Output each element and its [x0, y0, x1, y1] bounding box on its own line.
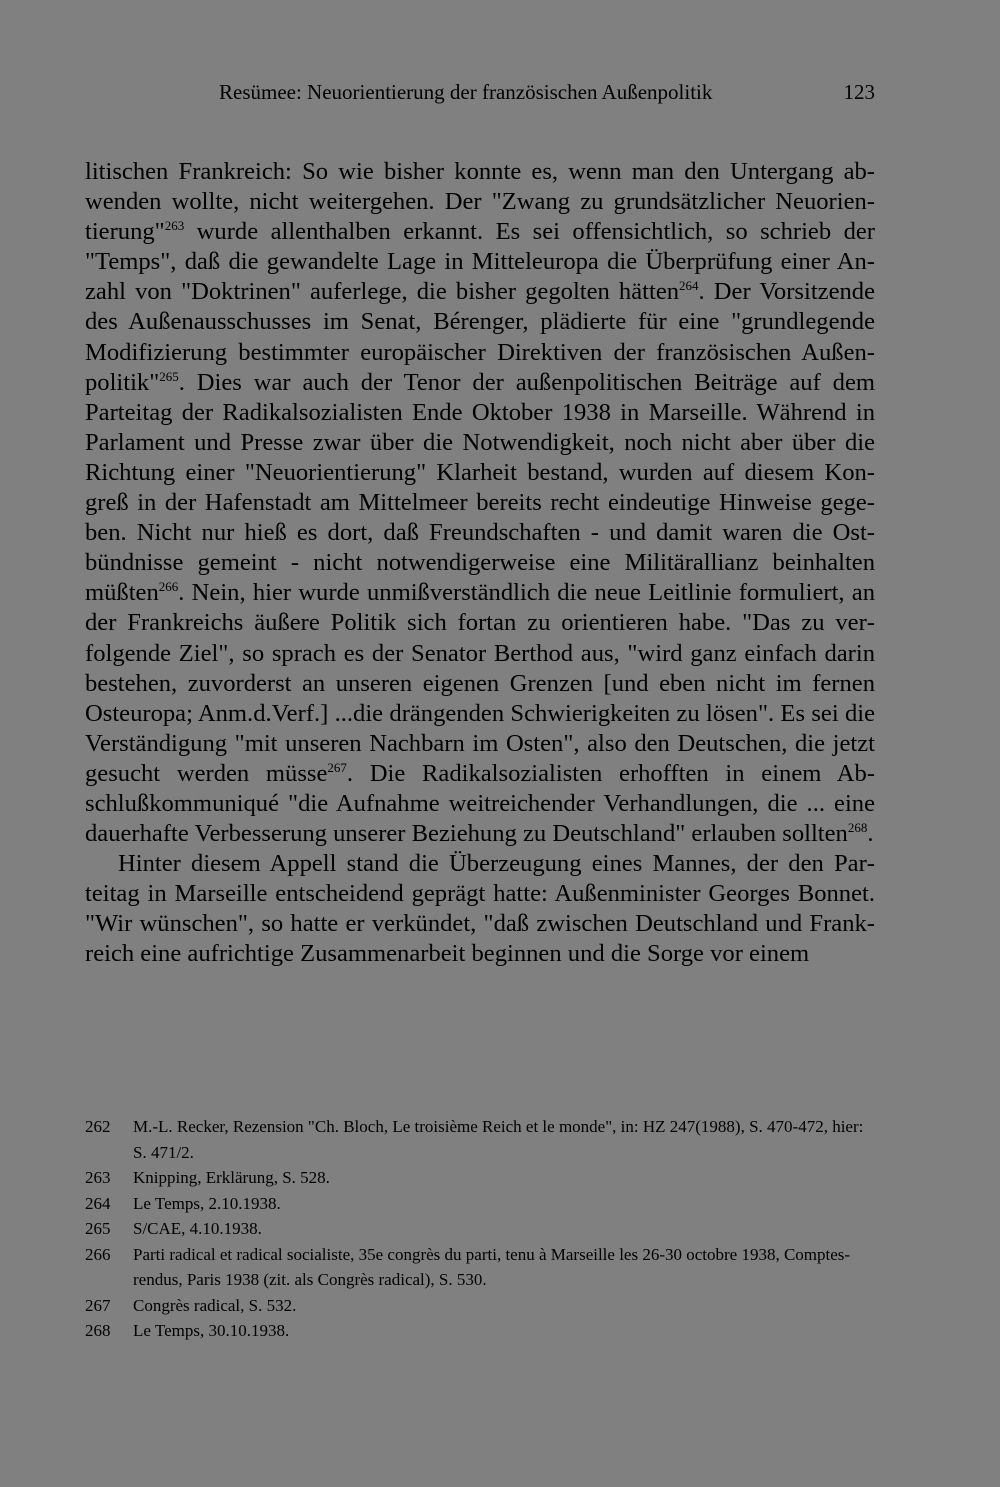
paragraph-1 [85, 157, 875, 849]
footnote-number: 262 [85, 1117, 111, 1136]
page-header [0, 80, 1000, 110]
footnote-ref-267: 267 [327, 759, 347, 775]
text-span: . Nein, hier wurde unmißverständlich die neue Leitlinie formuliert, an der Frankreichs äußere Politik sich fortan zu orientieren habe. "Das zu verfolgende Ziel", so sprach es der Senator Berthod aus, "wird ganz einfach darin bestehen, zuvorderst an unseren eigenen Grenzen [und eben nicht im fernen Osteuropa; Anm.d.Verf.] ...die drängenden Schwierigkeiten zu lösen". Es sei die Verständigung "mit unseren Nachbarn im Osten", also den Deutschen, die jetzt gesucht werden müsse [85, 579, 875, 787]
body-text [85, 157, 875, 970]
footnote-ref-266: 266 [158, 579, 179, 595]
footnote-text: Congrès radical, S. 532. [133, 1295, 297, 1315]
footnote-268 [85, 1318, 875, 1344]
text-span: . Dies war auch der Tenor der außenpolitischen Beiträge auf dem Parteitag der Radikalsozialisten Ende Oktober 1938 in Marseille. Während in Parlament und Presse zwar über die Notwendigkeit, noch nicht aber über die Richtung einer "Neuorientierung" Klarheit bestand, wurden auf diesem Kongreß in der Hafenstadt am Mittelmeer bereits recht eindeutige Hinweise gegeben. Nicht nur hieß es dort, daß Freundschaften - und damit waren die Ostbündnisse gemeint - nicht notwendigerweise eine Militärallianz beinhalten müßten [85, 368, 875, 607]
footnote-ref-264: 264 [679, 278, 699, 294]
footnote-ref-263: 263 [164, 218, 185, 233]
running-title: Resümee: Neuorientierung der französischen Außenpolitik [219, 80, 713, 104]
footnote-265 [85, 1216, 875, 1242]
footnote-number: 264 [85, 1193, 111, 1213]
footnote-264 [85, 1191, 875, 1217]
page-number: 123 [843, 80, 875, 104]
footnote-number: 266 [85, 1244, 111, 1264]
footnote-text: Parti radical et radical socialiste, 35e congrès du parti, tenu à Marseille les 26-30 octobre 1938, Comptes-rendus, Paris 1938 (zit. als Congrès radical), S. 530. [133, 1244, 851, 1289]
footnote-number: 267 [85, 1295, 111, 1315]
paragraph-2: Hinter diesem Appell stand die Überzeugung eines Mannes, der den Parteitag in Marseille entscheidend geprägt hatte: Außenminister Georges Bonnet. "Wir wünschen", so hatte er verkündet, "daß zwischen Deutschland und Frankreich eine aufrichtige Zusammenarbeit beginnen und die Sorge vor einem [85, 850, 875, 968]
footnote-text: M.-L. Recker, Rezension "Ch. Bloch, Le troisième Reich et le monde", in: HZ 247(1988), S. 470-472, hier: S. 471/2. [133, 1117, 864, 1162]
footnote-267 [85, 1293, 875, 1319]
footnote-266 [85, 1242, 875, 1293]
footnote-ref-265: 265 [159, 368, 179, 384]
text-span: litischen Frankreich: So wie bisher konnte es, wenn man den Untergang abwenden wollte, nicht weitergehen. Der "Zwang zu grundsätzlicher Neuorientierung" [85, 158, 875, 246]
text-span: wurde allenthalben erkannt. Es sei offensichtlich, so schrieb der "Temps", daß die gewandelte Lage in Mitteleuropa die Überprüfung einer Anzahl von "Doktrinen" auferlege, die bisher gegolten hätten [85, 218, 875, 306]
footnote-number: 265 [85, 1219, 111, 1238]
text-span: . Die Radikalsozialisten erhofften in einem Abschlußkommuniqué "die Aufnahme weitreichender Verhandlungen, die ... eine dauerhafte Verbesserung unserer Beziehung zu Deutschland" erlauben sollten [85, 759, 875, 848]
footnote-number: 263 [85, 1168, 111, 1187]
text-span: . [867, 820, 874, 848]
footnote-ref-268: 268 [847, 819, 868, 835]
footnotes [85, 1114, 875, 1344]
footnote-text: Le Temps, 2.10.1938. [133, 1193, 281, 1213]
footnote-text: S/CAE, 4.10.1938. [133, 1219, 262, 1238]
footnote-262 [85, 1114, 875, 1165]
footnote-number: 268 [85, 1321, 111, 1340]
footnote-text: Le Temps, 30.10.1938. [133, 1321, 290, 1340]
footnote-263 [85, 1165, 875, 1191]
footnote-text: Knipping, Erklärung, S. 528. [133, 1168, 330, 1187]
text-span: . Der Vorsitzende des Außenausschusses im Senat, Bérenger, plädierte für eine "grundlegende Modifizierung bestimmter europäischer Direktiven der französischen Außenpolitik" [85, 278, 875, 396]
